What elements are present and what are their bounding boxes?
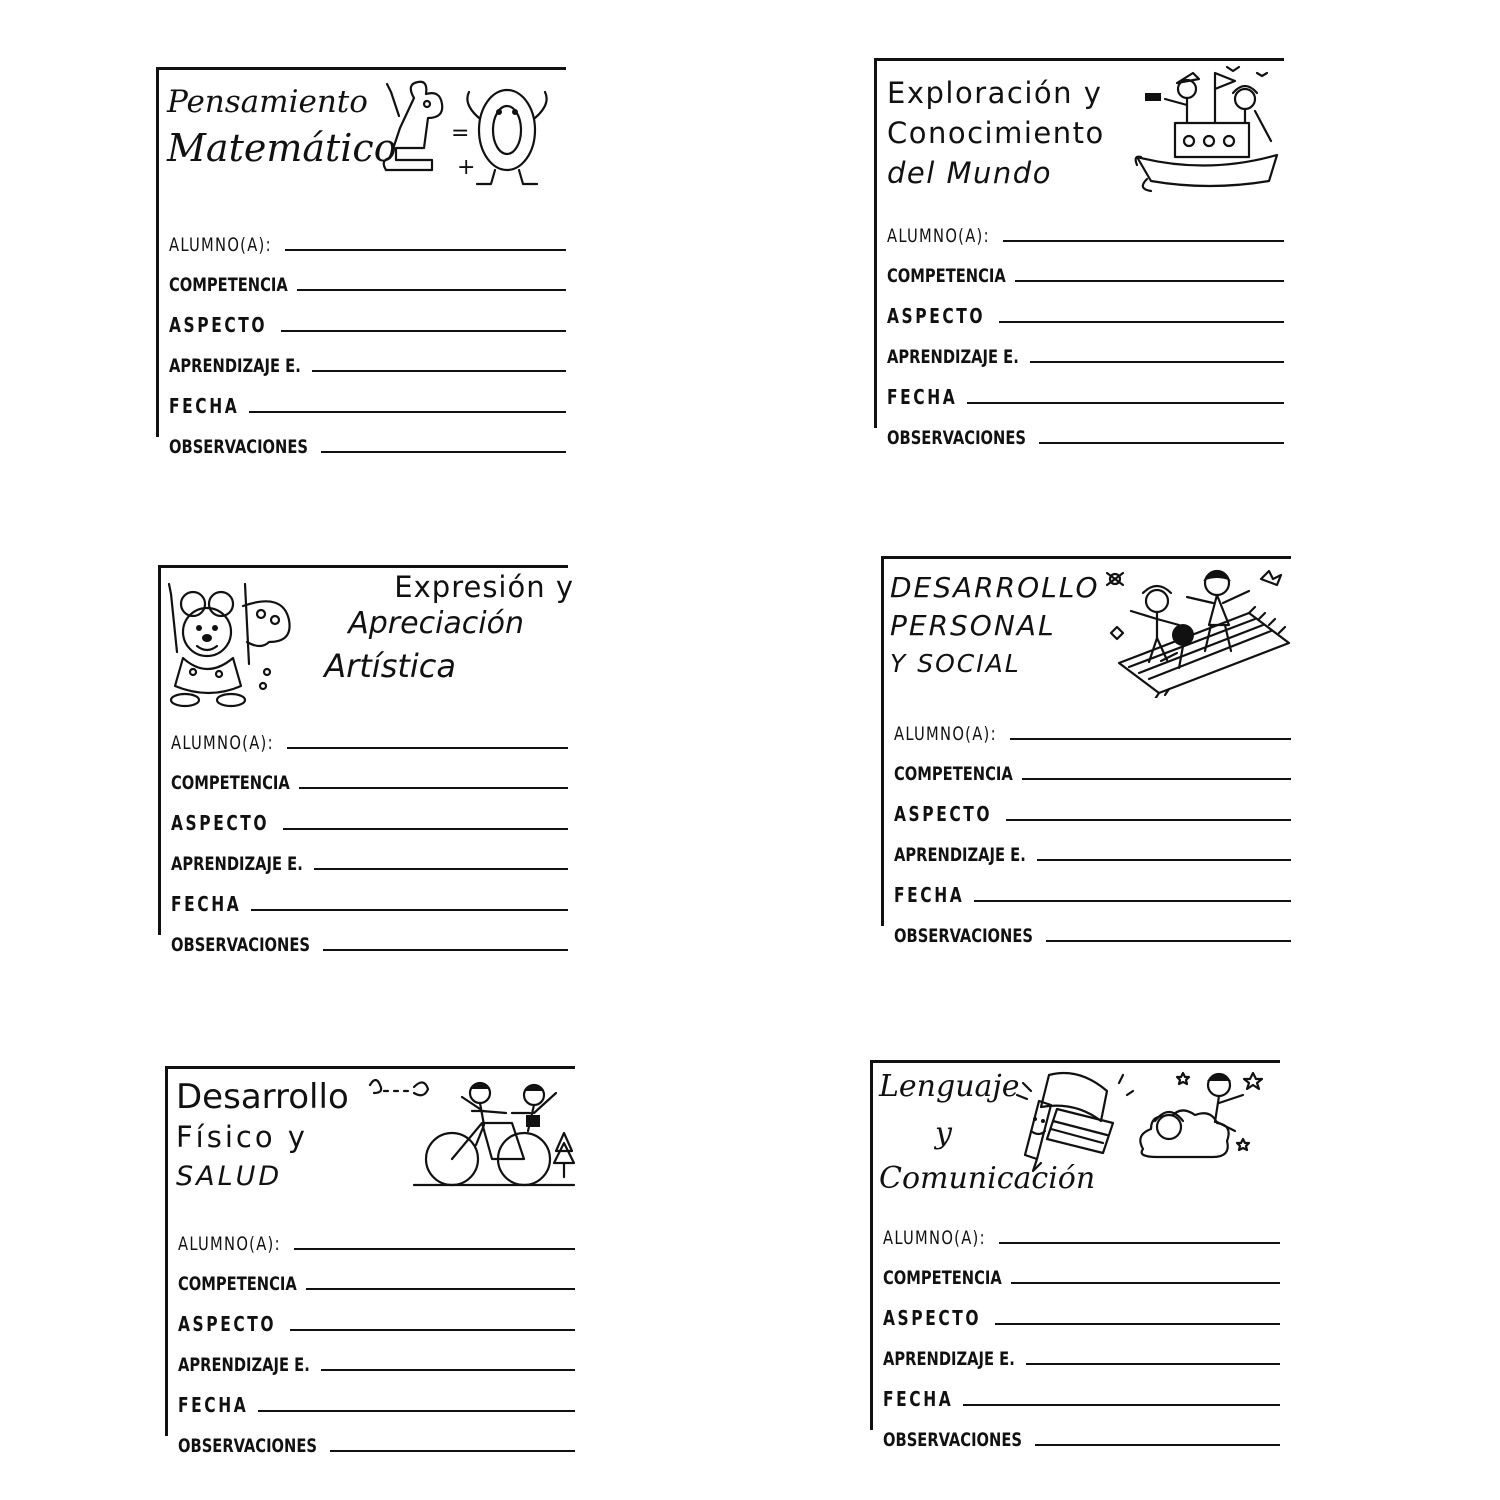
write-line[interactable] [314, 868, 568, 870]
write-line[interactable] [1039, 442, 1284, 444]
field-label: ASPECTO [171, 810, 270, 835]
field-aprendizaje [169, 338, 566, 379]
write-line[interactable] [299, 787, 568, 789]
card-header [884, 559, 1291, 701]
field-alumno [894, 705, 1291, 746]
write-line[interactable] [323, 949, 568, 951]
write-line[interactable] [312, 370, 566, 372]
field-aprendizaje [883, 1331, 1280, 1372]
field-label: APRENDIZAJE E. [887, 346, 1019, 368]
field-label: OBSERVACIONES [883, 1429, 1022, 1451]
field-observaciones [887, 410, 1284, 451]
card-title [890, 569, 1100, 683]
field-alumno [883, 1209, 1280, 1250]
field-fecha [894, 867, 1291, 908]
card-title-line: y [935, 1116, 952, 1151]
field-alumno [178, 1215, 575, 1256]
card-title [167, 84, 397, 170]
field-label: ASPECTO [178, 1311, 277, 1336]
write-line[interactable] [1030, 361, 1284, 363]
field-alumno [887, 207, 1284, 248]
field-label: ALUMNO(A): [894, 722, 997, 745]
field-fecha [169, 378, 566, 419]
write-line[interactable] [321, 451, 566, 453]
card-expresion-artistica [158, 565, 574, 956]
card-title [324, 570, 574, 685]
card-title-line: Comunicación [879, 1161, 1096, 1196]
field-label: OBSERVACIONES [178, 1435, 317, 1457]
write-line[interactable] [1026, 1363, 1280, 1365]
field-fecha [171, 876, 568, 917]
form-fields [894, 705, 1291, 948]
field-label: APRENDIZAJE E. [171, 853, 303, 875]
form-fields [887, 207, 1284, 450]
field-aspecto [169, 297, 566, 338]
field-label: COMPETENCIA [169, 274, 288, 296]
form-fields [883, 1209, 1280, 1452]
card-title-line: Matemático [167, 126, 397, 170]
card-header [159, 70, 566, 212]
card-title-line: del Mundo [887, 156, 1052, 190]
write-line[interactable] [290, 1329, 575, 1331]
field-fecha [883, 1371, 1280, 1412]
field-label: ASPECTO [894, 801, 993, 826]
svg-text:=: = [451, 121, 470, 146]
card-title-line: DESARROLLO [890, 571, 1100, 604]
card-header [161, 568, 574, 710]
field-aspecto [171, 795, 568, 836]
field-competencia [883, 1250, 1280, 1291]
card-title-line: PERSONAL [890, 609, 1056, 642]
field-observaciones [171, 917, 568, 958]
field-label: FECHA [887, 384, 958, 409]
field-competencia [171, 755, 568, 796]
write-line[interactable] [1011, 1282, 1280, 1284]
field-label: ASPECTO [883, 1305, 982, 1330]
card-title-line: Pensamiento [167, 84, 368, 120]
field-label: COMPETENCIA [894, 763, 1013, 785]
field-fecha [178, 1377, 575, 1418]
field-competencia [178, 1256, 575, 1297]
field-label: COMPETENCIA [178, 1273, 297, 1295]
write-line[interactable] [995, 1323, 1280, 1325]
field-label: FECHA [894, 882, 965, 907]
field-label: COMPETENCIA [171, 772, 290, 794]
field-label: OBSERVACIONES [169, 436, 308, 458]
write-line[interactable] [999, 321, 1284, 323]
field-label: ASPECTO [169, 312, 268, 337]
write-line[interactable] [1037, 859, 1291, 861]
field-competencia [887, 248, 1284, 289]
card-title-line: Exploración y [887, 76, 1103, 110]
field-label: APRENDIZAJE E. [169, 355, 301, 377]
write-line[interactable] [1006, 819, 1291, 821]
field-competencia [169, 257, 566, 298]
write-line[interactable] [281, 330, 566, 332]
field-fecha [887, 369, 1284, 410]
field-observaciones [883, 1412, 1280, 1453]
write-line[interactable] [1046, 940, 1291, 942]
card-desarrollo-fisico-salud [165, 1066, 575, 1457]
card-title-line: Desarrollo [176, 1077, 349, 1117]
write-line[interactable] [1022, 778, 1291, 780]
write-line[interactable] [1010, 738, 1291, 740]
write-line[interactable] [1035, 1444, 1280, 1446]
form-fields [171, 714, 568, 957]
field-label: FECHA [883, 1386, 954, 1411]
field-label: COMPETENCIA [887, 265, 1006, 287]
card-header [168, 1069, 575, 1211]
field-observaciones [894, 908, 1291, 949]
field-alumno [171, 714, 568, 755]
write-line[interactable] [330, 1450, 575, 1452]
field-label: ALUMNO(A): [883, 1226, 986, 1249]
card-exploracion-mundo [874, 58, 1284, 449]
children-on-bicycle-icon [364, 1073, 579, 1191]
card-lenguaje-comunicacion [870, 1060, 1280, 1451]
painter-clown-icon [163, 576, 298, 711]
field-observaciones [178, 1418, 575, 1459]
card-title-line: Expresión y [394, 570, 574, 604]
write-line[interactable] [999, 1242, 1280, 1244]
field-label: COMPETENCIA [883, 1267, 1002, 1289]
write-line[interactable] [251, 909, 568, 911]
card-pensamiento-matematico [156, 67, 566, 458]
field-aprendizaje [894, 827, 1291, 868]
card-header [873, 1063, 1280, 1205]
write-line[interactable] [306, 1288, 575, 1290]
field-label: APRENDIZAJE E. [883, 1348, 1015, 1370]
write-line[interactable] [258, 1410, 575, 1412]
field-label: FECHA [169, 393, 240, 418]
field-aspecto [883, 1290, 1280, 1331]
card-header [877, 61, 1284, 203]
field-aprendizaje [887, 329, 1284, 370]
write-line[interactable] [1015, 280, 1284, 282]
form-fields [169, 216, 566, 459]
children-on-carpet-icon [1099, 563, 1294, 698]
field-alumno [169, 216, 566, 257]
write-line[interactable] [974, 900, 1291, 902]
field-label: ASPECTO [887, 303, 986, 328]
field-label: ALUMNO(A): [887, 224, 990, 247]
field-label: ALUMNO(A): [169, 233, 272, 256]
field-label: OBSERVACIONES [887, 427, 1026, 449]
field-competencia [894, 746, 1291, 787]
field-label: OBSERVACIONES [894, 925, 1033, 947]
write-line[interactable] [967, 402, 1284, 404]
field-label: ALUMNO(A): [171, 731, 274, 754]
field-aprendizaje [178, 1337, 575, 1378]
card-title-line: SALUD [176, 1161, 283, 1192]
card-desarrollo-personal-social [881, 556, 1291, 947]
write-line[interactable] [963, 1404, 1280, 1406]
field-label: APRENDIZAJE E. [894, 844, 1026, 866]
field-label: ALUMNO(A): [178, 1232, 281, 1255]
form-fields [178, 1215, 575, 1458]
card-title-line: Físico y [176, 1120, 308, 1154]
field-label: APRENDIZAJE E. [178, 1354, 310, 1376]
number-characters-icon [379, 78, 554, 193]
write-line[interactable] [297, 289, 566, 291]
card-title-line: Conocimiento [887, 116, 1105, 150]
boat-with-children-icon [1127, 61, 1287, 196]
card-title [887, 73, 1105, 193]
field-label: OBSERVACIONES [171, 934, 310, 956]
field-aspecto [178, 1296, 575, 1337]
write-line[interactable] [283, 828, 568, 830]
card-title-line: Lenguaje [879, 1069, 1020, 1104]
write-line[interactable] [287, 747, 568, 749]
write-line[interactable] [249, 411, 566, 413]
field-aspecto [894, 786, 1291, 827]
field-aprendizaje [171, 836, 568, 877]
write-line[interactable] [1003, 240, 1284, 242]
field-observaciones [169, 419, 566, 460]
field-label: FECHA [178, 1392, 249, 1417]
write-line[interactable] [294, 1248, 575, 1250]
write-line[interactable] [285, 249, 566, 251]
card-title-line: Y SOCIAL [890, 649, 1021, 678]
svg-text:+: + [457, 155, 476, 180]
card-title-line: Apreciación [348, 606, 524, 641]
books-and-children-icon [993, 1065, 1283, 1183]
field-aspecto [887, 288, 1284, 329]
card-title-line: Artística [324, 647, 456, 685]
write-line[interactable] [321, 1369, 575, 1371]
field-label: FECHA [171, 891, 242, 916]
card-title [176, 1077, 349, 1197]
